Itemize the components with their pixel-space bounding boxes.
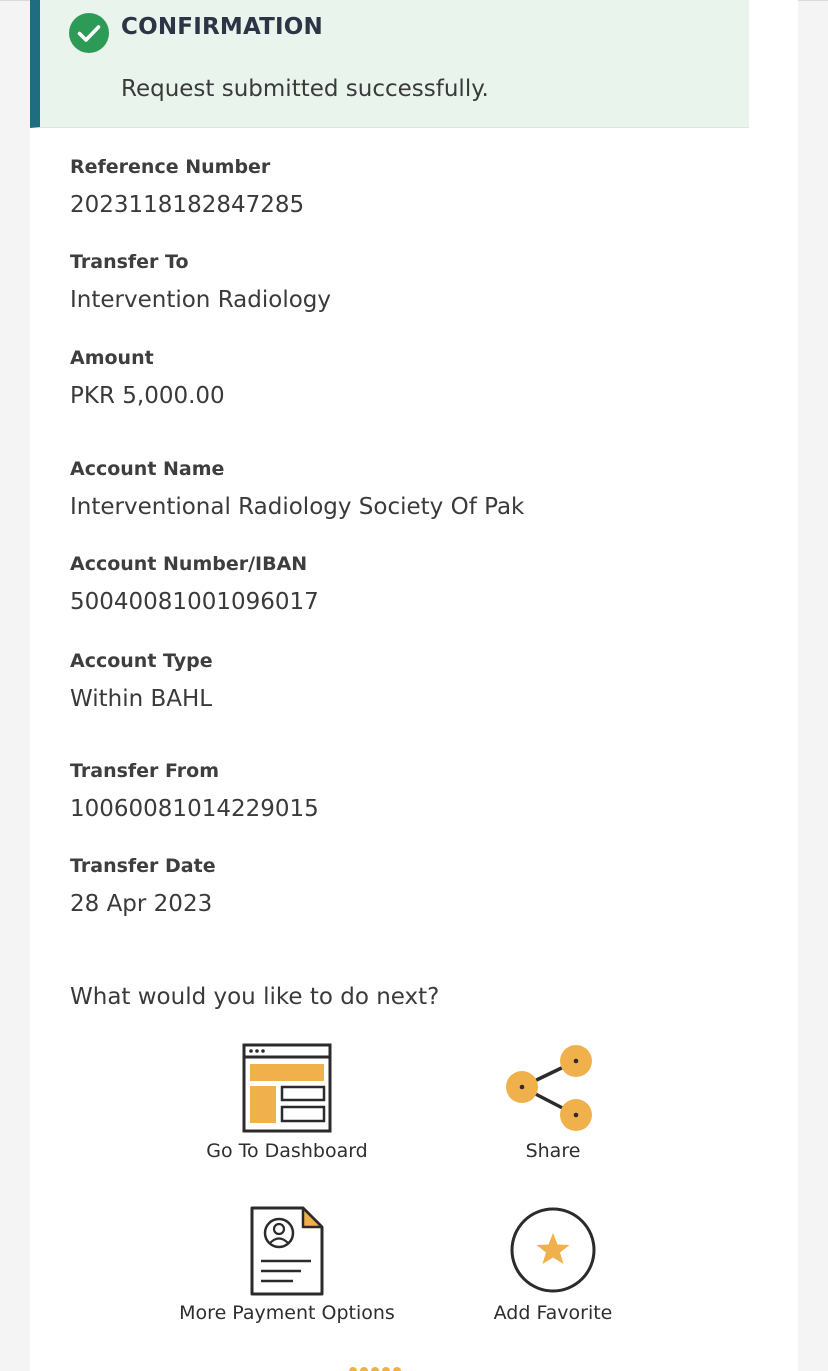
confirmation-banner bbox=[30, 0, 749, 128]
add-favorite-button[interactable] bbox=[473, 1205, 633, 1330]
transfer-from-label: Transfer From bbox=[70, 760, 220, 782]
go-to-dashboard-label: Go To Dashboard bbox=[206, 1140, 368, 1162]
reference-number-label: Reference Number bbox=[70, 156, 271, 178]
account-type-value: Within BAHL bbox=[70, 686, 213, 712]
share-icon bbox=[503, 1043, 603, 1133]
reference-number-value: 2023118182847285 bbox=[70, 192, 305, 218]
go-to-dashboard-button[interactable] bbox=[177, 1043, 397, 1168]
transfer-date-value: 28 Apr 2023 bbox=[70, 891, 213, 917]
account-type-label: Account Type bbox=[70, 650, 213, 672]
share-label: Share bbox=[525, 1140, 581, 1162]
transfer-to-value: Intervention Radiology bbox=[70, 287, 331, 313]
transfer-to-label: Transfer To bbox=[70, 251, 189, 273]
add-favorite-label: Add Favorite bbox=[493, 1302, 613, 1324]
amount-value: PKR 5,000.00 bbox=[70, 383, 225, 409]
transfer-from-value: 10060081014229015 bbox=[70, 796, 319, 822]
confirmation-title: CONFIRMATION bbox=[121, 14, 324, 40]
more-payment-options-label: More Payment Options bbox=[179, 1302, 395, 1324]
confirmation-message: Request submitted successfully. bbox=[121, 76, 489, 102]
account-number-label: Account Number/IBAN bbox=[70, 553, 308, 575]
loading-dots bbox=[347, 1365, 403, 1371]
share-button[interactable] bbox=[463, 1043, 643, 1168]
account-name-value: Interventional Radiology Society Of Pak bbox=[70, 494, 525, 520]
transfer-date-label: Transfer Date bbox=[70, 855, 216, 877]
account-number-value: 50040081001096017 bbox=[70, 589, 319, 615]
star-icon bbox=[508, 1205, 598, 1295]
amount-label: Amount bbox=[70, 347, 154, 369]
payment-document-icon bbox=[249, 1205, 325, 1297]
next-steps-question: What would you like to do next? bbox=[70, 984, 440, 1010]
more-payment-options-button[interactable] bbox=[157, 1205, 417, 1330]
dashboard-icon bbox=[242, 1043, 332, 1133]
account-name-label: Account Name bbox=[70, 458, 225, 480]
check-icon bbox=[68, 12, 110, 54]
